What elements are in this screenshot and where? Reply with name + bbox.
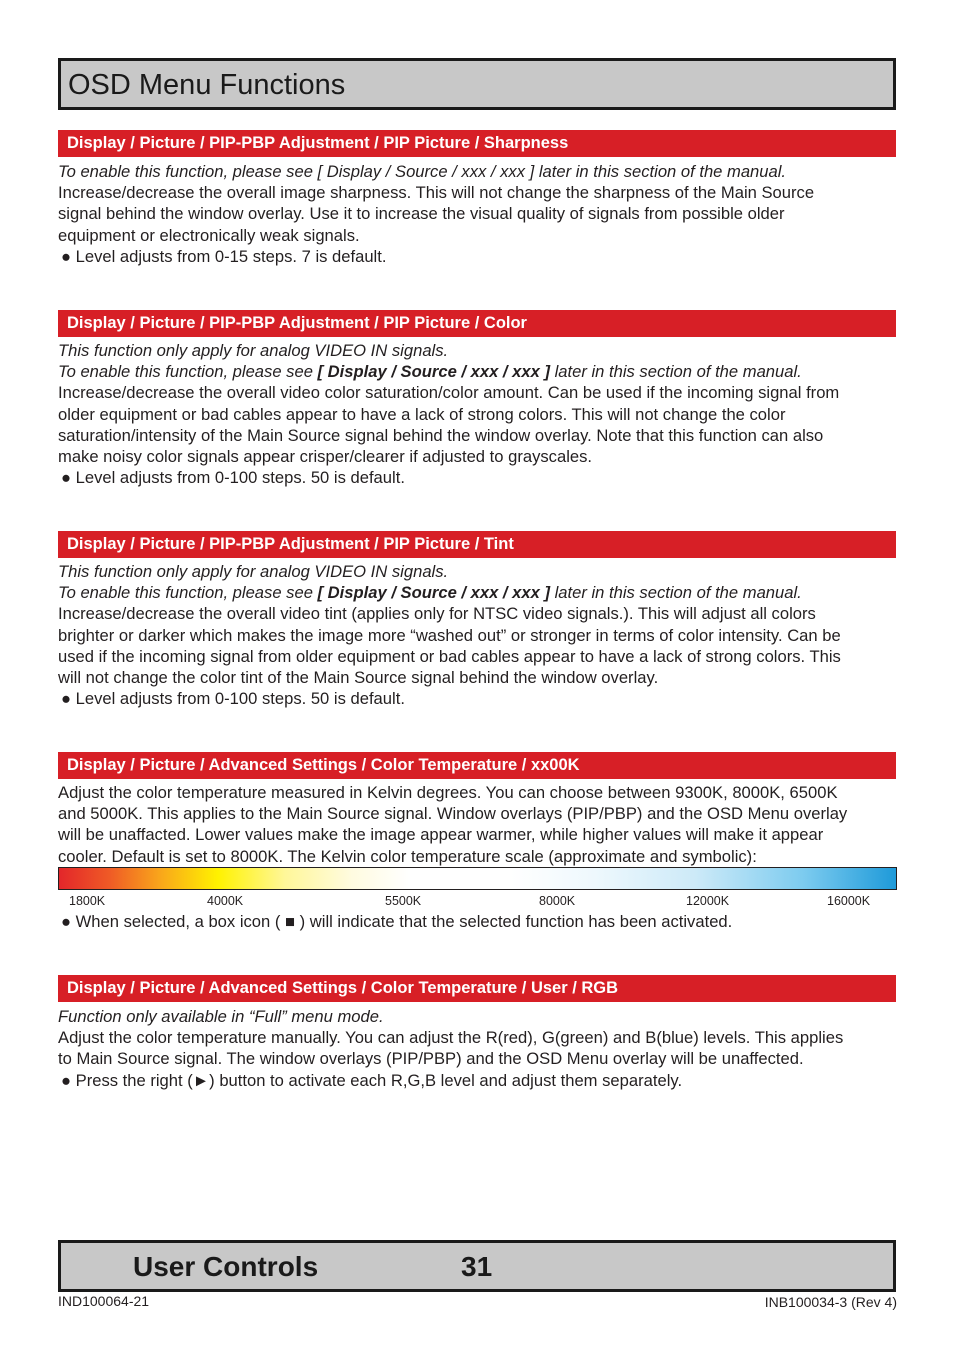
enable-note: To enable this function, please see [ Display / Source / xxx / xxx ] later in this section of the manual. — [58, 162, 787, 181]
body-line: Increase/decrease the overall image sharpness. This will not change the sharpness of the Main Source — [58, 183, 815, 203]
section-body-color — [58, 340, 900, 488]
body-line: to Main Source signal. The window overlays (PIP/PBP) and the OSD Menu overlay will be unaffected. — [58, 1049, 804, 1069]
body-line: used if the incoming signal from older equipment or bad cables appear to have a lack of strong colors. This — [58, 646, 841, 666]
body-line: older equipment or bad cables appear to have a lack of strong colors. This will not change the color — [58, 404, 786, 424]
section-heading-user-rgb: Display / Picture / Advanced Settings / Color Temperature / User / RGB — [58, 975, 896, 1002]
section-heading-tint: Display / Picture / PIP-PBP Adjustment / PIP Picture / Tint — [58, 531, 896, 558]
analog-note: This function only apply for analog VIDEO IN signals. — [58, 341, 449, 360]
kelvin-label: 1800K — [69, 894, 106, 908]
page-footer — [58, 1240, 896, 1292]
bullet-item: ● Level adjusts from 0-15 steps. 7 is default. — [61, 246, 387, 266]
section-body-sharpness — [58, 161, 900, 267]
kelvin-label: 8000K — [539, 894, 576, 908]
document-id-left: IND100064-21 — [58, 1293, 150, 1309]
analog-note: This function only apply for analog VIDEO IN signals. — [58, 562, 449, 581]
bullet-item: ● Press the right (►) button to activate each R,G,B level and adjust them separately. — [61, 1070, 683, 1090]
body-line: Increase/decrease the overall video tint (applies only for NTSC video signals.). This will adjust all colors — [58, 604, 816, 624]
section-body-tint — [58, 561, 900, 709]
body-line: Adjust the color temperature manually. You can adjust the R(red), G(green) and B(blue) levels. This applies — [58, 1028, 844, 1048]
kelvin-color-scale — [58, 867, 897, 890]
section-heading-sharpness: Display / Picture / PIP-PBP Adjustment / PIP Picture / Sharpness — [58, 130, 896, 157]
enable-note: To enable this function, please see [ Display / Source / xxx / xxx ] later in this section of the manual. — [58, 362, 802, 382]
footer-title: User Controls — [133, 1251, 319, 1282]
page-number: 31 — [461, 1251, 493, 1282]
body-line: signal behind the window overlay. Use it to increase the visual quality of signals from possible older — [58, 204, 785, 224]
body-line: make noisy color signals appear crisper/clearer if adjusted to grayscales. — [58, 447, 593, 467]
body-line: cooler. Default is set to 8000K. The Kelvin color temperature scale (approximate and symbolic): — [58, 846, 757, 866]
enable-note: To enable this function, please see [ Display / Source / xxx / xxx ] later in this section of the manual. — [58, 583, 802, 603]
bullet-item: ● Level adjusts from 0-100 steps. 50 is default. — [61, 468, 405, 488]
section-heading-color: Display / Picture / PIP-PBP Adjustment / PIP Picture / Color — [58, 310, 896, 337]
page-title: OSD Menu Functions — [68, 69, 346, 101]
kelvin-label: 5500K — [385, 894, 422, 908]
kelvin-label: 16000K — [827, 894, 871, 908]
body-line: Adjust the color temperature measured in Kelvin degrees. You can choose between 9300K, 8000K, 6500K — [58, 783, 838, 802]
mode-note: Function only available in “Full” menu mode. — [58, 1007, 384, 1026]
body-line: saturation/intensity of the Main Source signal behind the window overlay. Note that this function can also — [58, 425, 824, 445]
section-heading-color-temperature: Display / Picture / Advanced Settings / Color Temperature / xx00K — [58, 752, 896, 779]
section-footnote-color-temperature — [58, 911, 900, 932]
page-header — [58, 58, 896, 110]
section-body-color-temperature — [58, 782, 900, 867]
body-line: will not change the color tint of the Main Source signal behind the window overlay. — [58, 668, 659, 688]
kelvin-label: 4000K — [207, 894, 244, 908]
bullet-item: ● Level adjusts from 0-100 steps. 50 is default. — [61, 689, 405, 709]
body-line: brighter or darker which makes the image more “washed out” or stronger in terms of color intensity. Can be — [58, 625, 841, 645]
document-id-right: INB100034-3 (Rev 4) — [764, 1294, 897, 1310]
section-body-user-rgb — [58, 1006, 900, 1091]
body-line: Increase/decrease the overall video color saturation/color amount. Can be used if the incoming signal from — [58, 383, 840, 403]
body-line: and 5000K. This applies to the Main Source signal. Window overlays (PIP/PBP) and the OSD Menu overlay — [58, 804, 848, 824]
body-line: will be unaffacted. Lower values make the image appear warmer, while higher values will make it appear — [58, 825, 824, 845]
bullet-item: ● When selected, a box icon ( ■ ) will indicate that the selected function has been activated. — [61, 912, 733, 931]
body-line: equipment or electronically weak signals. — [58, 225, 360, 245]
kelvin-label: 12000K — [686, 894, 730, 908]
